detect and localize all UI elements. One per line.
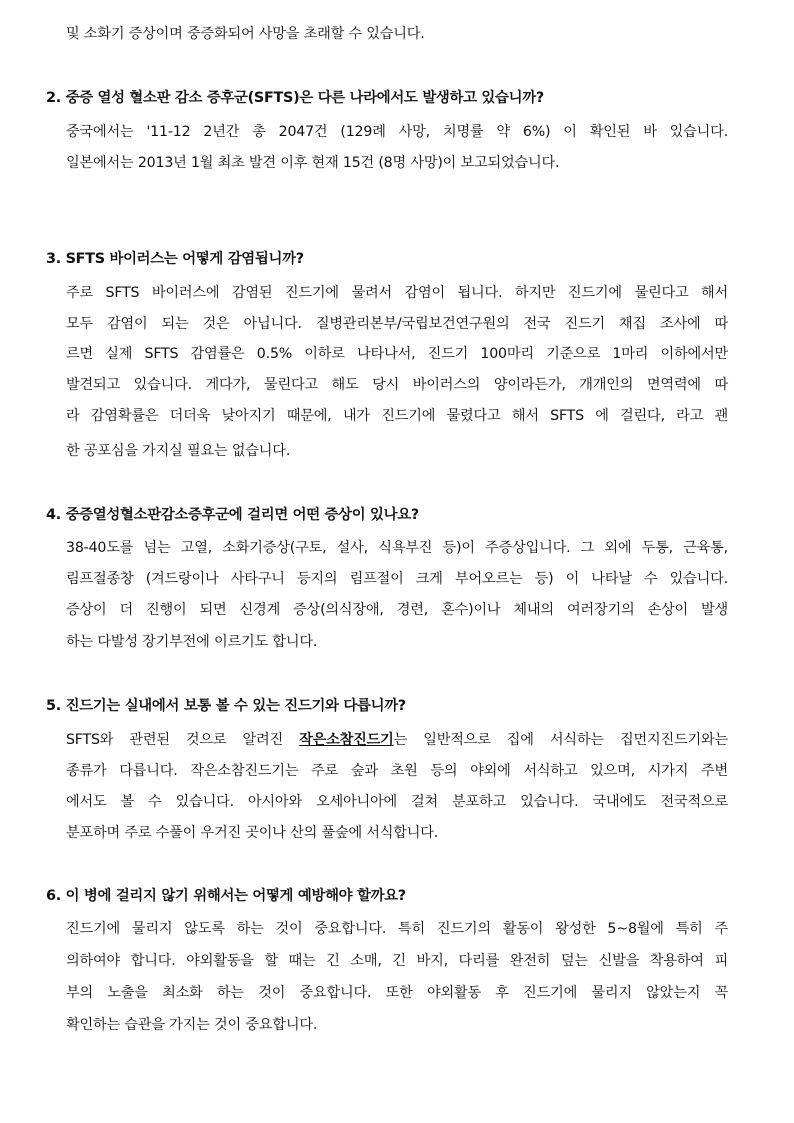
answer-3-line: 라 감염확률은 더더욱 낮아지기 때문에, 내가 진드기에 물렸다고 해서 SFTS 에 걸린다, 라고 괜 (66, 408, 728, 424)
answer-5-line: 종류가 다릅니다. 작은소참진드기는 주로 숲과 초원 등의 야외에 서식하고 있으며, 시가지 주변 (66, 763, 728, 779)
answer-6-line: 의하여야 합니다. 야외활동을 할 때는 긴 소매, 긴 바지, 다리를 완전히 덮는 신발을 착용하여 피 (66, 953, 728, 969)
answer-4-line: 증상이 더 진행이 되면 신경계 증상(의식장애, 경련, 혼수)이나 체내의 여러장기의 손상이 발생 (66, 602, 728, 618)
answer-4-line: 하는 다발성 장기부전에 이르기도 합니다. (66, 634, 318, 650)
answer-3-line: 주로 SFTS 바이러스에 감염된 진드기에 물려서 감염이 됩니다. 하지만 진드기에 물린다고 해서 (66, 285, 728, 301)
question-4-heading: 4. 중증열성혈소판감소증후군에 걸리면 어떤 증상이 있나요? (46, 507, 419, 523)
answer-5-text: SFTS와 관련된 것으로 알려진 (66, 732, 300, 748)
answer-5-line (66, 730, 728, 750)
question-5-heading: 5. 진드기는 실내에서 보통 볼 수 있는 진드기와 다릅니까? (46, 698, 406, 714)
answer-4-line: 림프절종창 (겨드랑이나 사타구니 등지의 림프절이 크게 부어오르는 등) 이 나타날 수 있습니다. (66, 571, 728, 587)
answer-2-line: 일본에서는 2013년 1월 최초 발견 이후 현재 15건 (8명 사망)이 보고되었습니다. (66, 155, 560, 171)
answer-6-line: 확인하는 습관을 가지는 것이 중요합니다. (66, 1017, 318, 1033)
answer-5-line: 에서도 볼 수 있습니다. 아시아와 오세아니아에 걸쳐 분포하고 있습니다. 국내에도 전국적으로 (66, 794, 728, 810)
answer-2-line: 중국에서는 '11-12 2년간 총 2047건 (129례 사망, 치명률 약 6%) 이 확인된 바 있습니다. (66, 124, 728, 140)
question-3-heading: 3. SFTS 바이러스는 어떻게 감염됩니까? (46, 251, 304, 267)
tick-species-term: 작은소참진드기 (299, 732, 394, 748)
intro-line: 및 소화기 증상이며 중증화되어 사망을 초래할 수 있습니다. (66, 26, 425, 42)
question-2-heading: 2. 중증 열성 혈소판 감소 증후군(SFTS)은 다른 나라에서도 발생하고 있습니까? (46, 90, 544, 106)
answer-3-line: 발견되고 있습니다. 게다가, 물린다고 해도 당시 바이러스의 양이라든가, 개개인의 면역력에 따 (66, 377, 728, 393)
answer-5-line: 분포하며 주로 수풀이 우거진 곳이나 산의 풀숲에 서식합니다. (66, 825, 439, 841)
answer-6-line: 진드기에 물리지 않도록 하는 것이 중요합니다. 특히 진드기의 활동이 왕성한 5~8월에 특히 주 (66, 921, 728, 937)
question-6-heading: 6. 이 병에 걸리지 않기 위해서는 어떻게 예방해야 할까요? (46, 888, 406, 904)
answer-3-line: 르면 실제 SFTS 감염률은 0.5% 이하로 나타나서, 진드기 100마리 기준으로 1마리 이하에서만 (66, 346, 728, 362)
answer-5-text: 는 일반적으로 집에 서식하는 집먼지진드기와는 (393, 732, 728, 748)
answer-4-line: 38-40도를 넘는 고열, 소화기증상(구토, 설사, 식욕부진 등)이 주증상입니다. 그 외에 두통, 근육통, (66, 540, 728, 556)
answer-3-line: 모두 감염이 되는 것은 아닙니다. 질병관리본부/국립보건연구원의 전국 진드기 채집 조사에 따 (66, 316, 728, 332)
answer-6-line: 부의 노출을 최소화 하는 것이 중요합니다. 또한 야외활동 후 진드기에 물리지 않았는지 꼭 (66, 985, 728, 1001)
answer-3-line: 한 공포심을 가지실 필요는 없습니다. (66, 443, 291, 459)
